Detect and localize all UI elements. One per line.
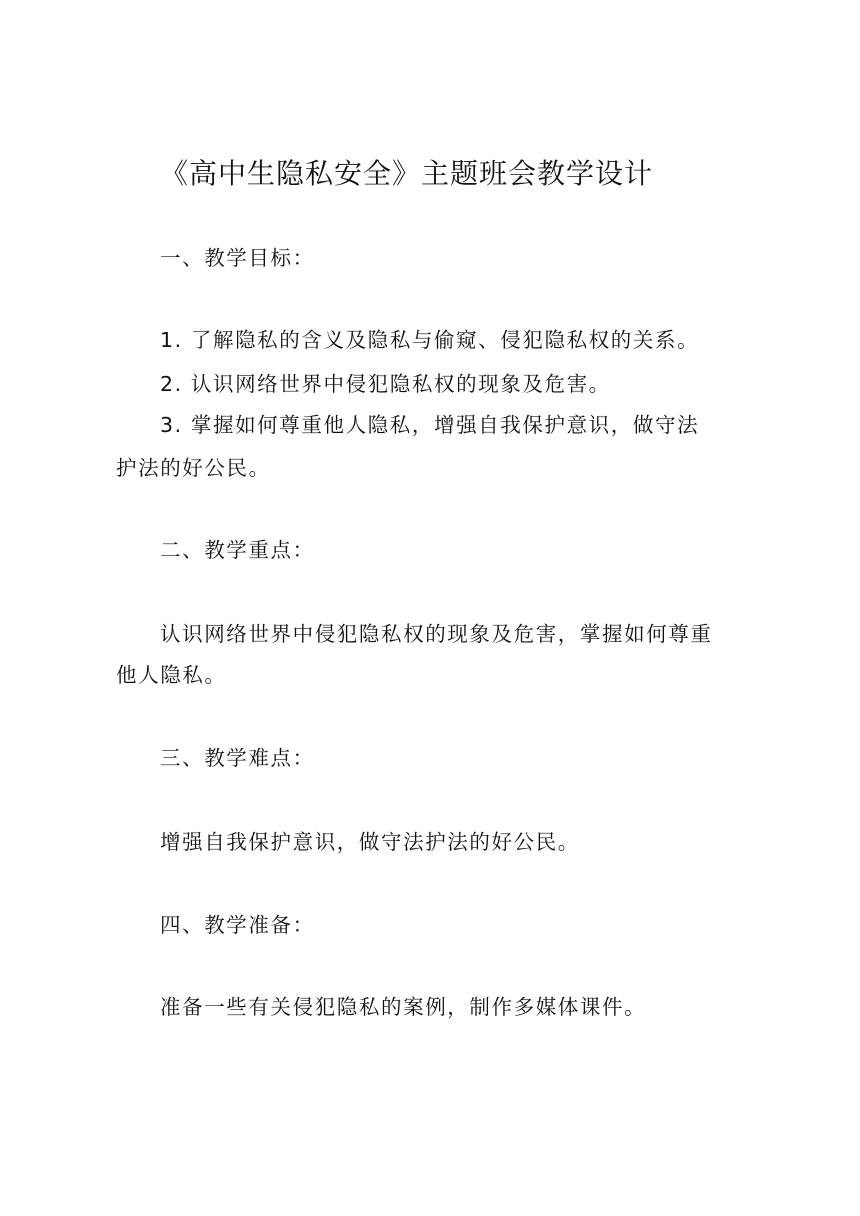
- objective-item-3: 3. 掌握如何尊重他人隐私，增强自我保护意识，做守法: [160, 413, 700, 437]
- section-heading-preparation: 四、教学准备：: [160, 913, 315, 937]
- document-title: 《高中生隐私安全》主题班会教学设计: [160, 157, 654, 190]
- key-points-line-1: 认识网络世界中侵犯隐私权的现象及危害，掌握如何尊重: [160, 622, 713, 646]
- objective-item-1: 1. 了解隐私的含义及隐私与偷窥、侵犯隐私权的关系。: [160, 328, 700, 352]
- section-heading-objectives: 一、教学目标：: [160, 246, 315, 270]
- difficulties-line-1: 增强自我保护意识，做守法护法的好公民。: [160, 830, 580, 854]
- section-heading-key-points: 二、教学重点：: [160, 538, 315, 562]
- objective-item-2: 2. 认识网络世界中侵犯隐私权的现象及危害。: [160, 372, 611, 396]
- objective-item-3-continued: 护法的好公民。: [116, 456, 271, 480]
- section-heading-difficulties: 三、教学难点：: [160, 746, 315, 770]
- key-points-line-2: 他人隐私。: [116, 663, 227, 687]
- preparation-line-1: 准备一些有关侵犯隐私的案例，制作多媒体课件。: [160, 995, 647, 1019]
